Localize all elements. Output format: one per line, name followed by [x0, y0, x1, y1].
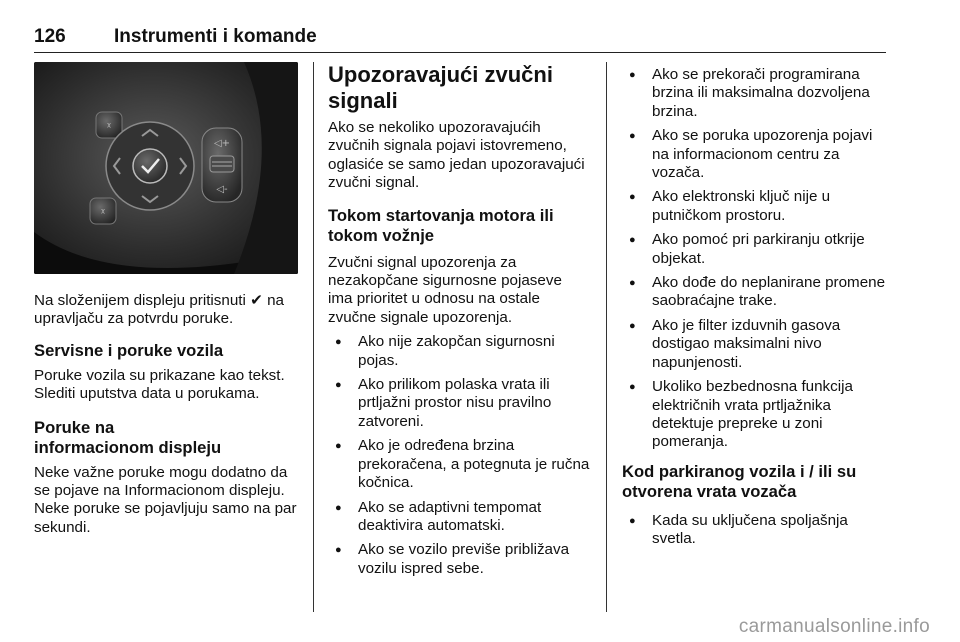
bullet-list — [328, 333, 590, 578]
list-item: ● Ukoliko bezbednosna funkcija električnih vrata prtljažnika detektuje prepreke u zoni pomeranja. — [622, 378, 888, 452]
section-title: Servisne i poruke vozila — [34, 340, 224, 360]
subsection-text: Zvučni signal upozorenja za nezakopčane sigurnosne pojaseve ima prioritet u odnosu na ostale zvučne signale upozorenja. — [328, 253, 562, 326]
column-divider — [606, 62, 607, 612]
header-title: Instrumenti i komande — [114, 26, 317, 47]
list-item: ● Ako se prekorači programirana brzina ili maksimalna dozvoljena brzina. — [622, 66, 888, 121]
steering-wheel-controls-image — [34, 62, 298, 274]
steering-wheel-illustration — [34, 62, 298, 274]
section-text: Neke važne poruke mogu dodatno da se pojave na Informacionom displeju. Neke poruke se pojavljuju samo na par sekundi. — [34, 463, 297, 536]
svg-text:◁-: ◁- — [216, 184, 228, 195]
list-item: ● Ako elektronski ključ nije u putničkom prostoru. — [622, 188, 888, 225]
bullet-list — [622, 512, 888, 549]
column-right — [622, 62, 888, 555]
column-divider — [313, 62, 314, 612]
list-item: ● Ako nije zakopčan sigurnosni pojas. — [328, 333, 590, 370]
watermark: carmanualsonline.info — [738, 616, 930, 637]
page-number: 126 — [34, 26, 66, 47]
section-title: Kod parkiranog vozila i / ili su otvorena vrata vozača — [622, 461, 857, 501]
checkmark-icon: ✔ — [250, 291, 263, 309]
image-caption: Na složenijem displeju pritisnuti ✔ na upravljaču za potvrdu poruke. — [34, 291, 284, 328]
column-middle — [328, 62, 590, 584]
section-heading: Upozoravajući zvučni signali — [328, 62, 553, 113]
column-left — [34, 62, 302, 537]
list-item: ● Ako se vozilo previše približava vozilu ispred sebe. — [328, 541, 590, 578]
bullet-list — [622, 66, 888, 452]
section-text: Poruke vozila su prikazane kao tekst. Slediti uputstva data u porukama. — [34, 366, 285, 403]
list-item: ● Ako je filter izduvnih gasova dostigao maksimalni nivo napunjenosti. — [622, 317, 888, 372]
list-item: ● Ako se poruka upozorenja pojavi na informacionom centru za vozača. — [622, 127, 888, 182]
intro-text: Ako se nekoliko upozoravajućih zvučnih signala pojavi istovremeno, oglasiće se samo jedan upozoravajući zvučni signal. — [328, 119, 585, 192]
page-header — [34, 22, 886, 53]
list-item: ● Kada su uključena spoljašnja svetla. — [622, 512, 888, 549]
list-item: ● Ako dođe do neplanirane promene saobraćajne trake. — [622, 274, 888, 311]
section-title: Poruke na informacionom displeju — [34, 417, 222, 457]
list-item: ● Ako pomoć pri parkiranju otkrije objekat. — [622, 231, 888, 268]
list-item: ● Ako prilikom polaska vrata ili prtljažni prostor nisu pravilno zatvoreni. — [328, 376, 590, 431]
list-item: ● Ako se adaptivni tempomat deaktivira automatski. — [328, 499, 590, 536]
svg-text:ᵡ: ᵡ — [106, 120, 112, 133]
svg-text:◁+: ◁+ — [213, 138, 231, 149]
subsection-title: Tokom startovanja motora ili tokom vožnje — [328, 205, 554, 245]
list-item: ● Ako je određena brzina prekoračena, a potegnuta je ručna kočnica. — [328, 437, 590, 492]
svg-text:ᵡ: ᵡ — [100, 206, 106, 219]
